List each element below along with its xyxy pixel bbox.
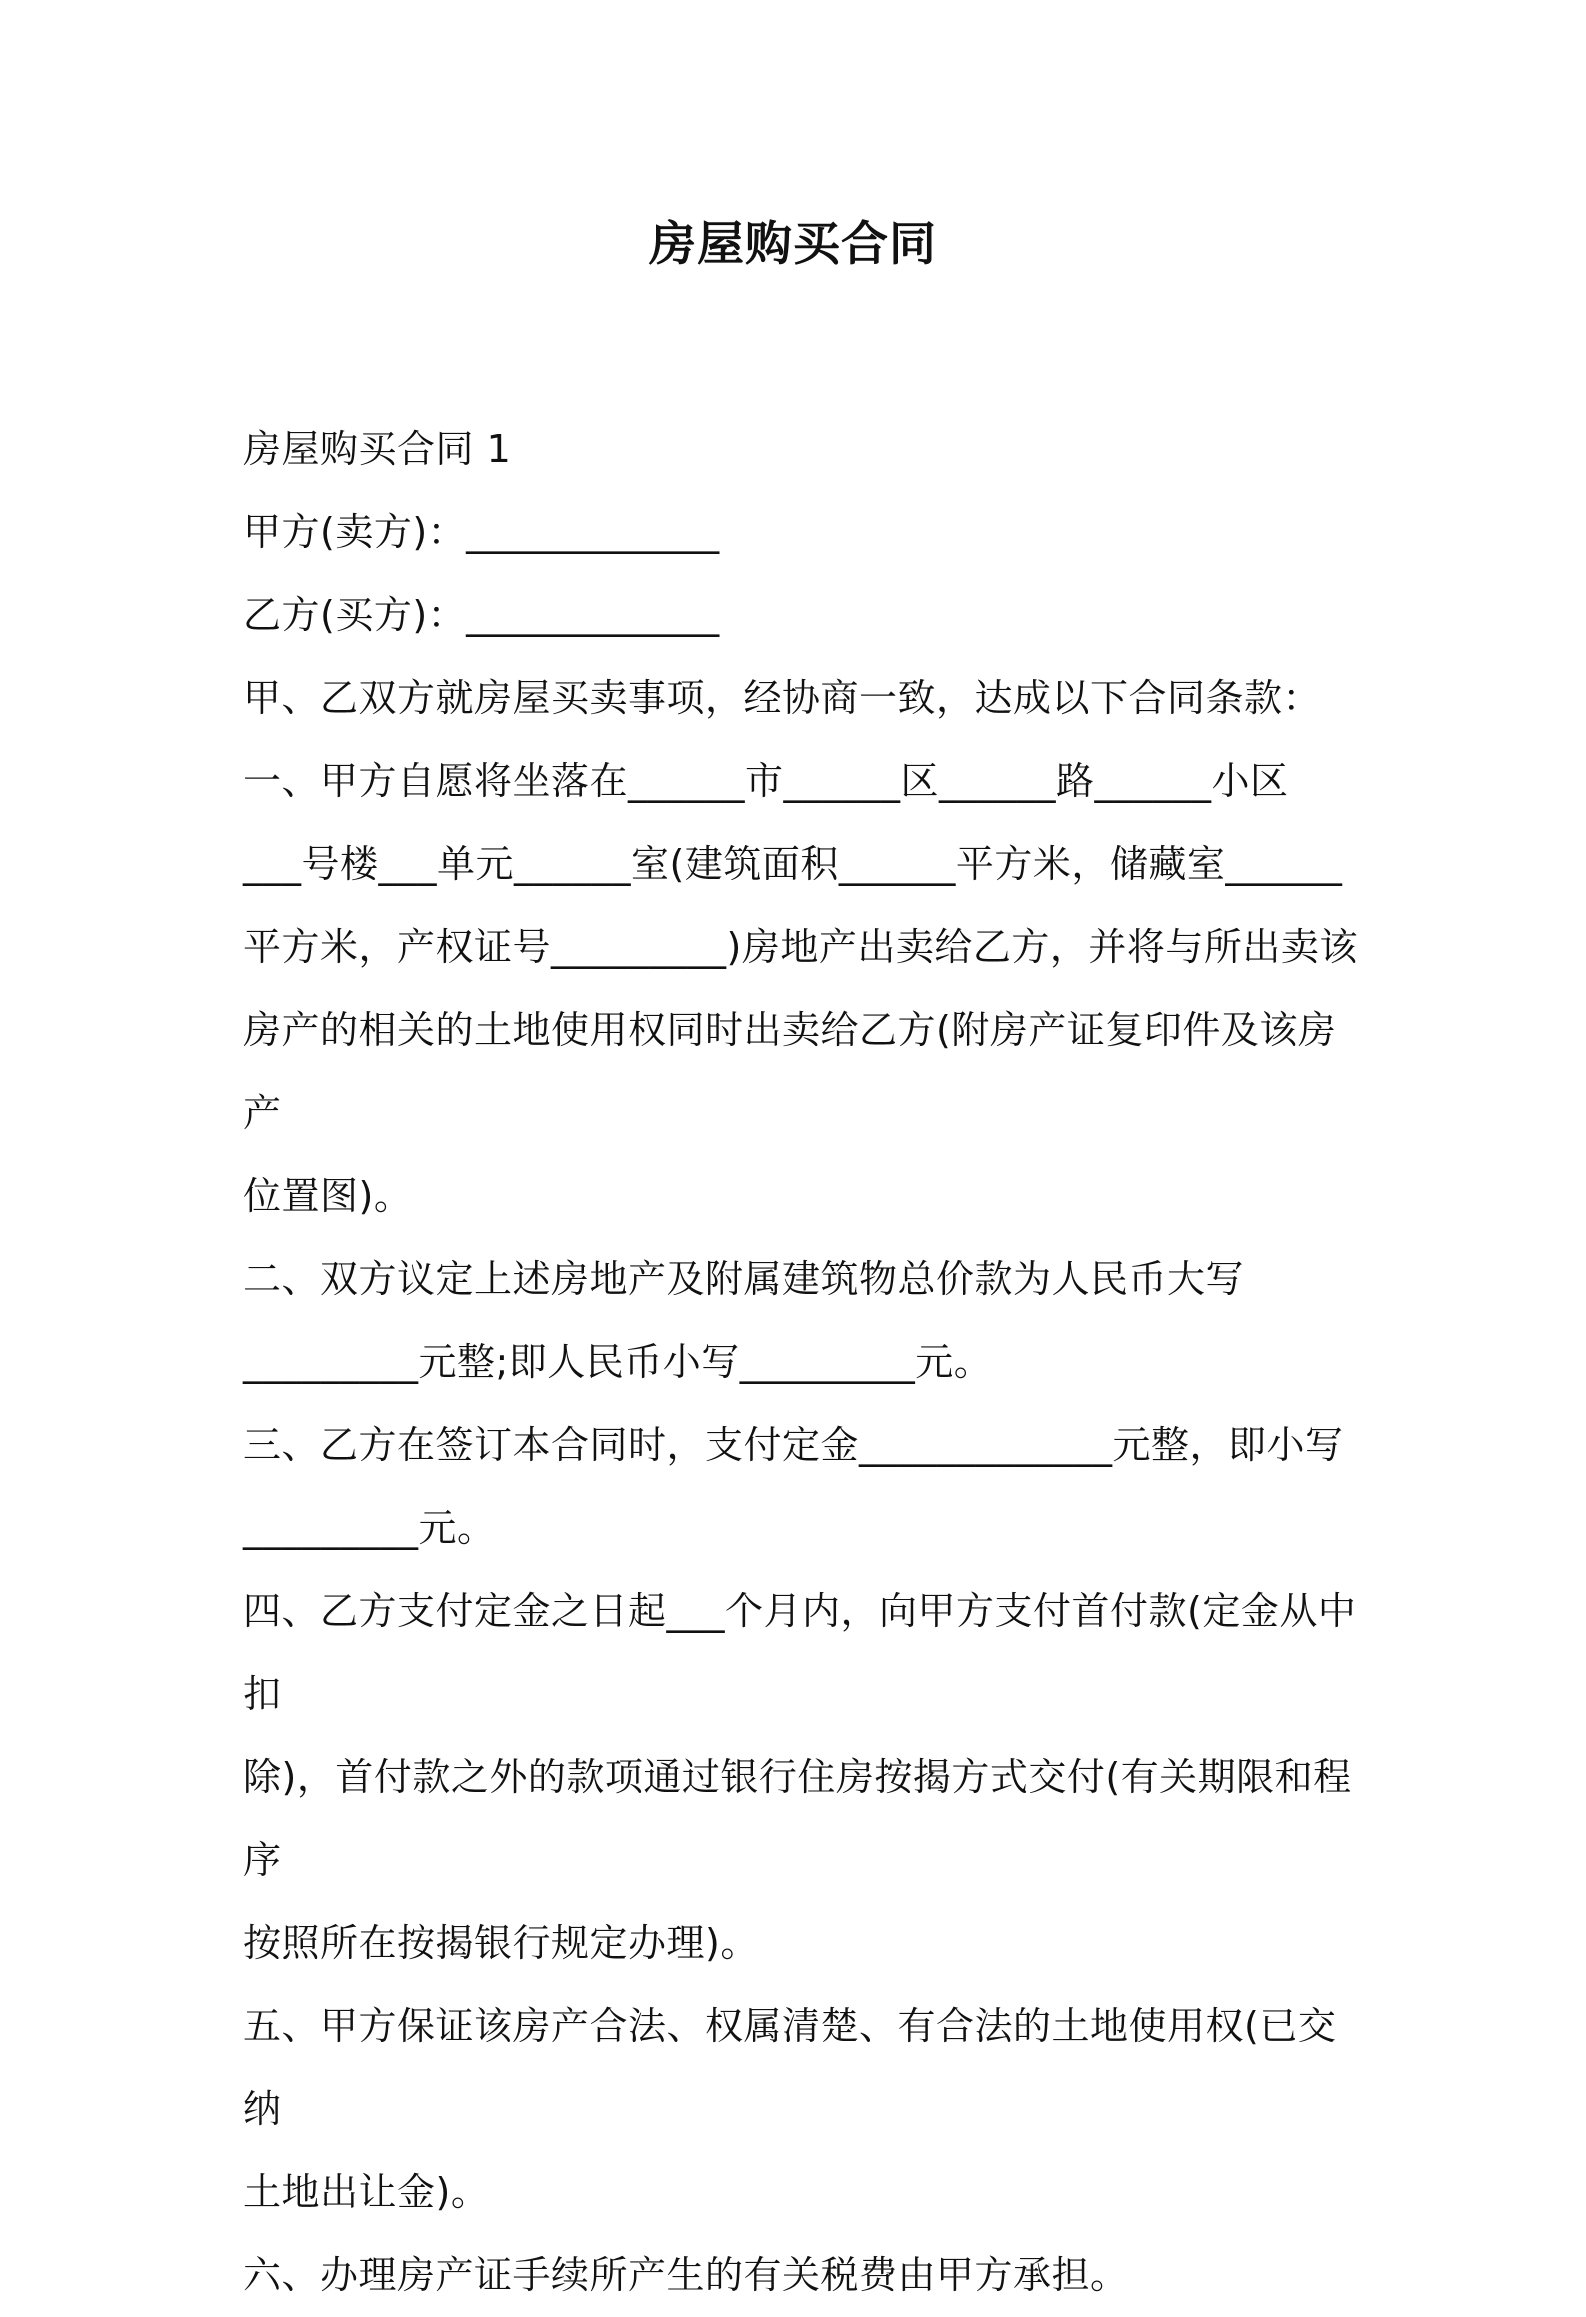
clause-1-line-5: 位置图)。 bbox=[243, 1174, 413, 1218]
clause-4-line-2: 除)，首付款之外的款项通过银行住房按揭方式交付(有关期限和程序 bbox=[243, 1755, 1352, 1882]
clause-3-line-2: _________元。 bbox=[243, 1506, 496, 1550]
clause-1-line-4: 房产的相关的土地使用权同时出卖给乙方(附房产证复印件及该房产 bbox=[243, 1008, 1337, 1135]
party-a-line: 甲方(卖方)：_____________ bbox=[243, 510, 720, 554]
clause-5-line-2: 土地出让金)。 bbox=[243, 2170, 490, 2214]
clause-4-line-1: 四、乙方支付定金之日起___个月内，向甲方支付首付款(定金从中扣 bbox=[243, 1589, 1357, 1716]
clause-3-line-1: 三、乙方在签订本合同时，支付定金_____________元整，即小写 bbox=[243, 1423, 1344, 1467]
document-body bbox=[243, 408, 1363, 2317]
clause-2-line-2: _________元整;即人民币小写_________元。 bbox=[243, 1340, 993, 1384]
clause-1-line-2: ___号楼___单元______室(建筑面积______平方米，储藏室______ bbox=[243, 842, 1343, 886]
clause-1-line-3: 平方米，产权证号_________)房地产出卖给乙方，并将与所出卖该 bbox=[243, 925, 1358, 969]
document-title: 房屋购买合同 bbox=[649, 217, 937, 272]
clause-2-line-1: 二、双方议定上述房地产及附属建筑物总价款为人民币大写 bbox=[243, 1257, 1245, 1301]
clause-6-line-1: 六、办理房产证手续所产生的有关税费由甲方承担。 bbox=[243, 2253, 1129, 2297]
party-b-line: 乙方(买方)：_____________ bbox=[243, 593, 720, 637]
clause-1-line-1: 一、甲方自愿将坐落在______市______区______路______小区 bbox=[243, 759, 1289, 803]
clause-4-line-3: 按照所在按揭银行规定办理)。 bbox=[243, 1921, 759, 1965]
subtitle-line: 房屋购买合同 1 bbox=[243, 427, 512, 471]
clause-5-line-1: 五、甲方保证该房产合法、权属清楚、有合法的土地使用权(已交纳 bbox=[243, 2004, 1337, 2131]
preamble-line: 甲、乙双方就房屋买卖事项，经协商一致，达成以下合同条款： bbox=[243, 676, 1322, 720]
